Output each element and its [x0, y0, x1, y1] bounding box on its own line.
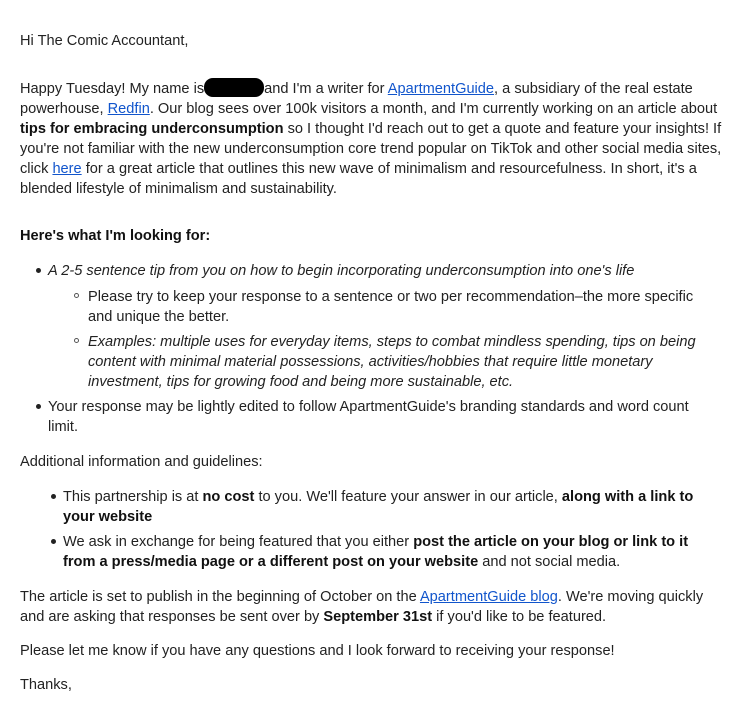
- deadline-date: September 31st: [323, 609, 433, 625]
- list-item: This partnership is at no cost to you. We'll feature your answer in our article, along with a link to your website: [0, 487, 716, 527]
- greeting: Hi The Comic Accountant,: [20, 33, 189, 49]
- intro-text-5: so I thought I'd reach out to get a quote and feature your insights! If you're not familiar with the new underconsumption core trend popular on TikTok and other social media sites, click: [20, 121, 722, 177]
- additional-list: [20, 487, 716, 572]
- intro-topic-bold: tips for embracing underconsumption: [20, 121, 284, 137]
- intro-paragraph: [20, 78, 730, 199]
- additional-heading: Additional information and guidelines:: [20, 454, 263, 470]
- sub-list-item: Please try to keep your response to a sentence or two per recommendation–the more specific and unique the better.: [0, 287, 716, 327]
- intro-text-4: . Our blog sees over 100k visitors a month, and I'm currently working on an article about: [149, 101, 718, 117]
- redacted-name-block: [204, 78, 264, 97]
- looking-list: [0, 261, 716, 437]
- apartmentguide-blog-link[interactable]: ApartmentGuide blog: [419, 589, 558, 605]
- apartmentguide-link[interactable]: ApartmentGuide: [387, 81, 495, 97]
- intro-text-2: and I'm a writer for: [264, 81, 388, 97]
- redfin-link[interactable]: Redfin: [107, 101, 150, 117]
- list-item: A 2-5 sentence tip from you on how to begin incorporating underconsumption into one's life: [0, 261, 716, 281]
- here-link[interactable]: here: [52, 161, 82, 177]
- publish-paragraph: The article is set to publish in the beginning of October on the ApartmentGuide blog. We're moving quickly and are asking that responses be sent over by September 31st if you'd like to be featured.: [20, 589, 704, 625]
- intro-text-3: , a subsidiary of the real estate powerhouse,: [20, 81, 693, 117]
- signoff: Thanks,: [20, 677, 72, 693]
- list-item: Your response may be lightly edited to follow ApartmentGuide's branding standards and word count limit.: [0, 397, 716, 437]
- looking-heading: Here's what I'm looking for:: [20, 228, 211, 244]
- list-item: We ask in exchange for being featured that you either post the article on your blog or link to it from a press/media page or a different post on your website and not social media.: [0, 532, 716, 572]
- closing-paragraph: Please let me know if you have any questions and I look forward to receiving your response!: [20, 643, 615, 659]
- intro-text-1: Happy Tuesday! My name is: [20, 81, 205, 97]
- sub-list-item: Examples: multiple uses for everyday items, steps to combat mindless spending, tips on being content with minimal material possessions, activities/hobbies that require little monetary investment, tips for growing food and being more sustainable, etc.: [0, 332, 716, 392]
- intro-text-6: for a great article that outlines this new wave of minimalism and resourcefulness. In short, it's a blended lifestyle of minimalism and sustainability.: [20, 161, 697, 197]
